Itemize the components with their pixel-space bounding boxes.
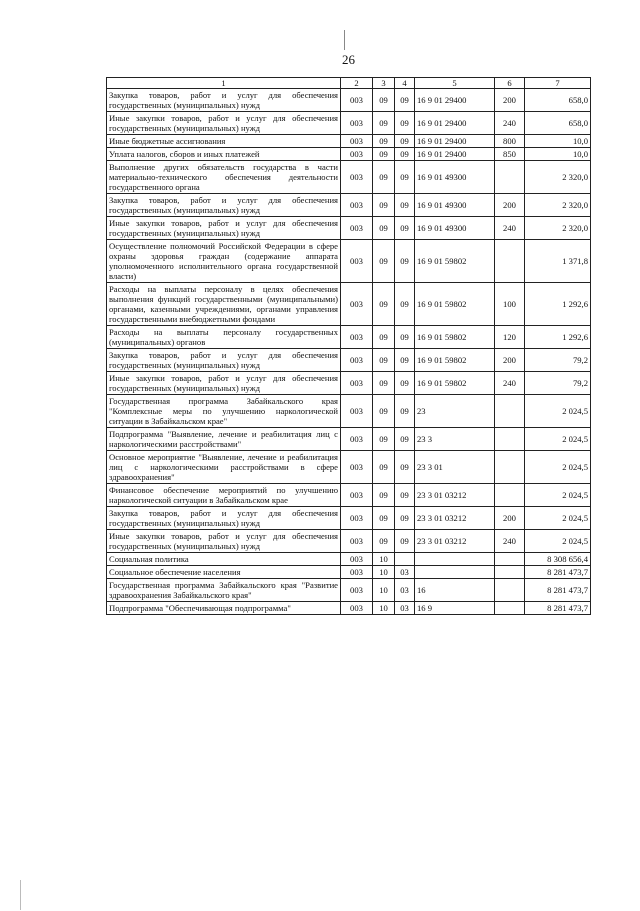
subsection-code-cell [395,553,415,566]
binding-mark [344,30,345,50]
subsection-code-cell: 09 [395,112,415,135]
expense-name-cell: Государственная программа Забайкальского края "Развитие здравоохранения Забайкальского края" [107,579,341,602]
expense-name-cell: Подпрограмма "Обеспечивающая подпрограмма" [107,602,341,615]
target-article-code-cell: 16 9 01 59802 [415,283,495,326]
expense-name-cell: Финансовое обеспечение мероприятий по улучшению наркологической ситуации в Забайкальском крае [107,484,341,507]
table-row [107,112,591,135]
table-row [107,135,591,148]
expense-type-code-cell: 200 [495,507,525,530]
expense-type-code-cell: 850 [495,148,525,161]
table-row [107,395,591,428]
amount-cell: 1 292,6 [525,283,591,326]
expense-type-code-cell [495,451,525,484]
expense-name-cell: Иные бюджетные ассигнования [107,135,341,148]
ministry-code-cell: 003 [341,451,373,484]
expense-name-cell: Иные закупки товаров, работ и услуг для обеспечения государственных (муниципальных) нужд [107,217,341,240]
ministry-code-cell: 003 [341,372,373,395]
target-article-code-cell: 16 9 01 29400 [415,112,495,135]
budget-table [106,77,591,615]
table-row [107,428,591,451]
column-header-7: 7 [525,78,591,89]
expense-name-cell: Расходы на выплаты персоналу государственных (муниципальных) органов [107,326,341,349]
amount-cell: 79,2 [525,349,591,372]
table-row [107,240,591,283]
amount-cell: 10,0 [525,148,591,161]
expense-type-code-cell: 200 [495,89,525,112]
ministry-code-cell: 003 [341,484,373,507]
target-article-code-cell: 23 3 [415,428,495,451]
expense-type-code-cell: 120 [495,326,525,349]
section-code-cell: 09 [373,326,395,349]
expense-name-cell: Закупка товаров, работ и услуг для обеспечения государственных (муниципальных) нужд [107,89,341,112]
expense-type-code-cell [495,161,525,194]
section-code-cell: 10 [373,579,395,602]
table-body [107,89,591,615]
section-code-cell: 09 [373,112,395,135]
column-header-4: 4 [395,78,415,89]
ministry-code-cell: 003 [341,161,373,194]
target-article-code-cell: 16 9 [415,602,495,615]
table-row [107,161,591,194]
table-row [107,217,591,240]
section-code-cell: 09 [373,217,395,240]
ministry-code-cell: 003 [341,135,373,148]
target-article-code-cell: 16 [415,579,495,602]
subsection-code-cell: 09 [395,148,415,161]
section-code-cell: 09 [373,451,395,484]
table-row [107,530,591,553]
section-code-cell: 09 [373,161,395,194]
subsection-code-cell: 09 [395,217,415,240]
subsection-code-cell: 09 [395,161,415,194]
expense-name-cell: Уплата налогов, сборов и иных платежей [107,148,341,161]
table-row [107,451,591,484]
section-code-cell: 10 [373,602,395,615]
target-article-code-cell: 16 9 01 29400 [415,135,495,148]
section-code-cell: 09 [373,89,395,112]
expense-type-code-cell [495,395,525,428]
expense-name-cell: Государственная программа Забайкальского края "Комплексные меры по улучшению наркологической ситуации в Забайкальском крае" [107,395,341,428]
expense-name-cell: Осуществление полномочий Российской Федерации в сфере охраны здоровья граждан (содержание аппарата уполномоченного исполнительного органа государственной власти) [107,240,341,283]
subsection-code-cell: 09 [395,240,415,283]
subsection-code-cell: 03 [395,602,415,615]
target-article-code-cell: 16 9 01 29400 [415,89,495,112]
column-header-1: 1 [107,78,341,89]
subsection-code-cell: 03 [395,566,415,579]
ministry-code-cell: 003 [341,326,373,349]
ministry-code-cell: 003 [341,530,373,553]
section-code-cell: 09 [373,484,395,507]
amount-cell: 2 320,0 [525,194,591,217]
ministry-code-cell: 003 [341,428,373,451]
subsection-code-cell: 09 [395,484,415,507]
expense-name-cell: Социальное обеспечение населения [107,566,341,579]
section-code-cell: 09 [373,349,395,372]
table-row [107,553,591,566]
target-article-code-cell: 23 3 01 03212 [415,530,495,553]
subsection-code-cell: 09 [395,135,415,148]
subsection-code-cell: 09 [395,194,415,217]
column-header-5: 5 [415,78,495,89]
ministry-code-cell: 003 [341,395,373,428]
ministry-code-cell: 003 [341,507,373,530]
subsection-code-cell: 09 [395,349,415,372]
section-code-cell: 09 [373,283,395,326]
table-row [107,566,591,579]
ministry-code-cell: 003 [341,579,373,602]
target-article-code-cell: 23 3 01 [415,451,495,484]
amount-cell: 658,0 [525,112,591,135]
target-article-code-cell [415,553,495,566]
section-code-cell: 10 [373,566,395,579]
expense-name-cell: Иные закупки товаров, работ и услуг для обеспечения государственных (муниципальных) нужд [107,112,341,135]
target-article-code-cell: 16 9 01 29400 [415,148,495,161]
amount-cell: 1 371,8 [525,240,591,283]
column-header-6: 6 [495,78,525,89]
target-article-code-cell: 16 9 01 49300 [415,161,495,194]
section-code-cell: 09 [373,135,395,148]
table-header-row [107,78,591,89]
ministry-code-cell: 003 [341,148,373,161]
expense-name-cell: Социальная политика [107,553,341,566]
table-row [107,349,591,372]
target-article-code-cell: 16 9 01 59802 [415,326,495,349]
column-header-3: 3 [373,78,395,89]
target-article-code-cell [415,566,495,579]
amount-cell: 658,0 [525,89,591,112]
amount-cell: 10,0 [525,135,591,148]
target-article-code-cell: 16 9 01 59802 [415,372,495,395]
amount-cell: 2 024,5 [525,484,591,507]
table-row [107,326,591,349]
expense-type-code-cell: 800 [495,135,525,148]
ministry-code-cell: 003 [341,283,373,326]
expense-type-code-cell [495,484,525,507]
expense-type-code-cell: 200 [495,194,525,217]
expense-type-code-cell [495,240,525,283]
expense-type-code-cell [495,566,525,579]
amount-cell: 2 024,5 [525,451,591,484]
ministry-code-cell: 003 [341,112,373,135]
target-article-code-cell: 16 9 01 59802 [415,240,495,283]
section-code-cell: 09 [373,530,395,553]
amount-cell: 2 024,5 [525,428,591,451]
target-article-code-cell: 23 3 01 03212 [415,484,495,507]
ministry-code-cell: 003 [341,553,373,566]
amount-cell: 2 024,5 [525,395,591,428]
page-number: 26 [342,52,355,67]
subsection-code-cell: 09 [395,395,415,428]
amount-cell: 2 024,5 [525,507,591,530]
ministry-code-cell: 003 [341,89,373,112]
amount-cell: 8 281 473,7 [525,566,591,579]
section-code-cell: 09 [373,240,395,283]
amount-cell: 2 320,0 [525,161,591,194]
section-code-cell: 09 [373,428,395,451]
table-row [107,283,591,326]
expense-name-cell: Закупка товаров, работ и услуг для обеспечения государственных (муниципальных) нужд [107,349,341,372]
amount-cell: 2 024,5 [525,530,591,553]
subsection-code-cell: 09 [395,451,415,484]
ministry-code-cell: 003 [341,566,373,579]
subsection-code-cell: 03 [395,579,415,602]
amount-cell: 2 320,0 [525,217,591,240]
subsection-code-cell: 09 [395,326,415,349]
target-article-code-cell: 16 9 01 49300 [415,194,495,217]
amount-cell: 1 292,6 [525,326,591,349]
expense-type-code-cell [495,428,525,451]
subsection-code-cell: 09 [395,530,415,553]
amount-cell: 8 281 473,7 [525,579,591,602]
subsection-code-cell: 09 [395,283,415,326]
expense-type-code-cell: 240 [495,372,525,395]
table-row [107,602,591,615]
expense-name-cell: Закупка товаров, работ и услуг для обеспечения государственных (муниципальных) нужд [107,507,341,530]
section-code-cell: 09 [373,395,395,428]
expense-type-code-cell: 200 [495,349,525,372]
target-article-code-cell: 23 3 01 03212 [415,507,495,530]
expense-type-code-cell: 240 [495,217,525,240]
section-code-cell: 09 [373,372,395,395]
target-article-code-cell: 16 9 01 49300 [415,217,495,240]
table-row [107,148,591,161]
expense-name-cell: Расходы на выплаты персоналу в целях обеспечения выполнения функций государственными (муниципальными) органами, казенными учреждениями, органами управления государственными внебюджетными фондами [107,283,341,326]
amount-cell: 8 281 473,7 [525,602,591,615]
section-code-cell: 10 [373,553,395,566]
ministry-code-cell: 003 [341,602,373,615]
column-header-2: 2 [341,78,373,89]
expense-name-cell: Основное мероприятие "Выявление, лечение и реабилитация лиц с наркологическими расстройствами в сфере здравоохранения" [107,451,341,484]
amount-cell: 8 308 656,4 [525,553,591,566]
expense-name-cell: Закупка товаров, работ и услуг для обеспечения государственных (муниципальных) нужд [107,194,341,217]
table-row [107,484,591,507]
section-code-cell: 09 [373,194,395,217]
table-row [107,372,591,395]
table-row [107,89,591,112]
expense-name-cell: Подпрограмма "Выявление, лечение и реабилитация лиц с наркологическими расстройствами" [107,428,341,451]
table-row [107,579,591,602]
expense-name-cell: Иные закупки товаров, работ и услуг для обеспечения государственных (муниципальных) нужд [107,372,341,395]
subsection-code-cell: 09 [395,428,415,451]
ministry-code-cell: 003 [341,240,373,283]
table-row [107,507,591,530]
subsection-code-cell: 09 [395,507,415,530]
ministry-code-cell: 003 [341,217,373,240]
subsection-code-cell: 09 [395,89,415,112]
amount-cell: 79,2 [525,372,591,395]
expense-type-code-cell [495,602,525,615]
expense-name-cell: Выполнение других обязательств государства в части материально-технического обеспечения деятельности государственного органа [107,161,341,194]
ministry-code-cell: 003 [341,349,373,372]
subsection-code-cell: 09 [395,372,415,395]
expense-type-code-cell: 240 [495,530,525,553]
section-code-cell: 09 [373,507,395,530]
expense-type-code-cell [495,553,525,566]
scan-edge-mark [20,880,21,910]
target-article-code-cell: 16 9 01 59802 [415,349,495,372]
ministry-code-cell: 003 [341,194,373,217]
table-row [107,194,591,217]
section-code-cell: 09 [373,148,395,161]
expense-type-code-cell: 100 [495,283,525,326]
expense-type-code-cell: 240 [495,112,525,135]
expense-type-code-cell [495,579,525,602]
expense-name-cell: Иные закупки товаров, работ и услуг для обеспечения государственных (муниципальных) нужд [107,530,341,553]
target-article-code-cell: 23 [415,395,495,428]
